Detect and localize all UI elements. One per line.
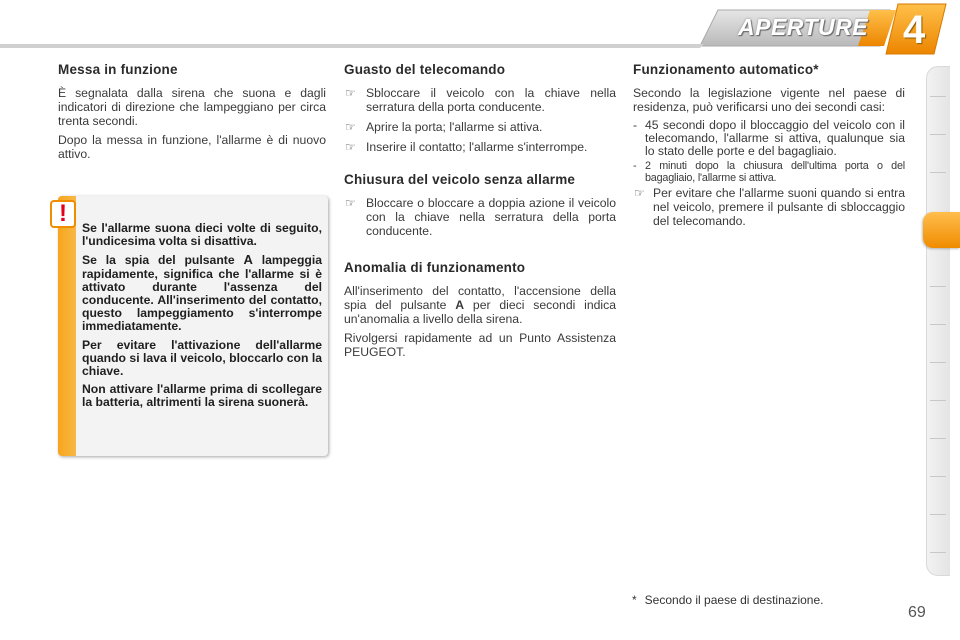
chapter-number: 4 <box>903 8 926 52</box>
tab-divider <box>930 96 946 97</box>
dash-marker: - <box>633 160 637 172</box>
dash-marker: - <box>633 118 638 132</box>
chapter-header <box>0 0 960 56</box>
list-item <box>344 120 616 134</box>
paragraph: Rivolgersi rapidamente ad un Punto Assistenza PEUGEOT. <box>344 331 616 359</box>
text-run: per dieci secondi indica un'anomalia a livello della sirena. <box>344 298 617 326</box>
list-item-text: Inserire il contatto; l'allarme s'interrompe. <box>366 140 588 154</box>
tab-divider <box>930 324 946 325</box>
paragraph <box>344 284 616 326</box>
footnote-text: Secondo il paese di destinazione. <box>644 593 824 607</box>
exclamation-icon: ! <box>50 200 76 228</box>
tab-divider <box>930 438 946 439</box>
tab-divider <box>930 172 946 173</box>
button-key-label: A <box>455 298 465 312</box>
list-item <box>633 119 905 158</box>
section-title: Chiusura del veicolo senza allarme <box>344 172 576 187</box>
paragraph: Dopo la messa in funzione, l'allarme è di nuovo attivo. <box>58 133 326 161</box>
text-run: Se la spia del pulsante <box>82 253 244 268</box>
pointing-hand-icon: ☞ <box>634 186 645 200</box>
tab-divider <box>930 362 946 363</box>
warning-stripe <box>58 196 76 456</box>
list-item <box>344 86 616 114</box>
warning-paragraph <box>82 253 322 333</box>
footnote <box>632 593 823 607</box>
pointing-hand-icon: ☞ <box>345 86 356 100</box>
side-index-strip <box>926 66 950 576</box>
column-funzionamento-automatico <box>633 62 905 234</box>
column-telecomando <box>344 62 616 364</box>
section-title: Anomalia di funzionamento <box>344 260 526 275</box>
list-item <box>344 140 616 154</box>
active-chapter-tab[interactable] <box>923 212 960 248</box>
list-item <box>633 186 905 228</box>
side-index-tabs <box>926 66 960 576</box>
list-item <box>344 196 616 238</box>
tab-divider <box>930 286 946 287</box>
list-item <box>633 160 905 184</box>
footnote-marker: * <box>632 593 637 607</box>
pointing-hand-icon: ☞ <box>345 196 356 210</box>
page-number: 69 <box>908 604 926 621</box>
tab-divider <box>930 400 946 401</box>
chapter-title: APERTURE <box>738 14 869 40</box>
paragraph: È segnalata dalla sirena che suona e dagli indicatori di direzione che lampeggiano per circa trenta secondi. <box>58 86 326 128</box>
list-item-text: Per evitare che l'allarme suoni quando si entra nel veicolo, premere il pulsante di sbloccaggio del telecomando. <box>653 186 905 228</box>
section-title: Guasto del telecomando <box>344 62 506 77</box>
section-title: Funzionamento automatico* <box>633 62 819 77</box>
text-run: lampeggia rapidamente, significa che l'allarme si è attivato durante l'assenza del conducente. All'inserimento del contatto, questo lampeggiamento s'interrompe immediatamente. <box>82 253 322 334</box>
tab-divider <box>930 134 946 135</box>
warning-paragraph: Non attivare l'allarme prima di scollegare la batteria, altrimenti la sirena suonerà. <box>82 382 322 410</box>
button-key-label: A <box>243 252 253 268</box>
paragraph: Secondo la legislazione vigente nel paese di residenza, può verificarsi uno dei secondi casi: <box>633 86 905 114</box>
column-messa-in-funzione <box>58 62 326 166</box>
list-item-text: Sbloccare il veicolo con la chiave nella serratura della porta conducente. <box>366 86 616 114</box>
tab-divider <box>930 552 946 553</box>
list-item-text: 45 secondi dopo il bloccaggio del veicolo con il telecomando, l'allarme si attiva, qualunque sia lo stato delle porte e del bagagliaio. <box>645 118 905 158</box>
warning-paragraph: Se l'allarme suona dieci volte di seguito, l'undicesima volta si disattiva. <box>82 221 322 249</box>
pointing-hand-icon: ☞ <box>345 140 356 154</box>
list-item-text: Aprire la porta; l'allarme si attiva. <box>366 120 543 134</box>
pointing-hand-icon: ☞ <box>345 120 356 134</box>
tab-divider <box>930 514 946 515</box>
warning-paragraph: Per evitare l'attivazione dell'allarme quando si lava il veicolo, bloccarlo con la chiave. <box>82 337 322 379</box>
list-item-text: 2 minuti dopo la chiusura dell'ultima porta o del bagagliaio, l'allarme si attiva. <box>645 160 905 184</box>
tab-divider <box>930 476 946 477</box>
section-title: Messa in funzione <box>58 62 178 77</box>
list-item-text: Bloccare o bloccare a doppia azione il veicolo con la chiave nella serratura della porta conducente. <box>366 196 616 238</box>
text-run: All'inserimento del contatto, l'accensione della spia del pulsante <box>344 284 616 312</box>
warning-text <box>82 222 322 415</box>
